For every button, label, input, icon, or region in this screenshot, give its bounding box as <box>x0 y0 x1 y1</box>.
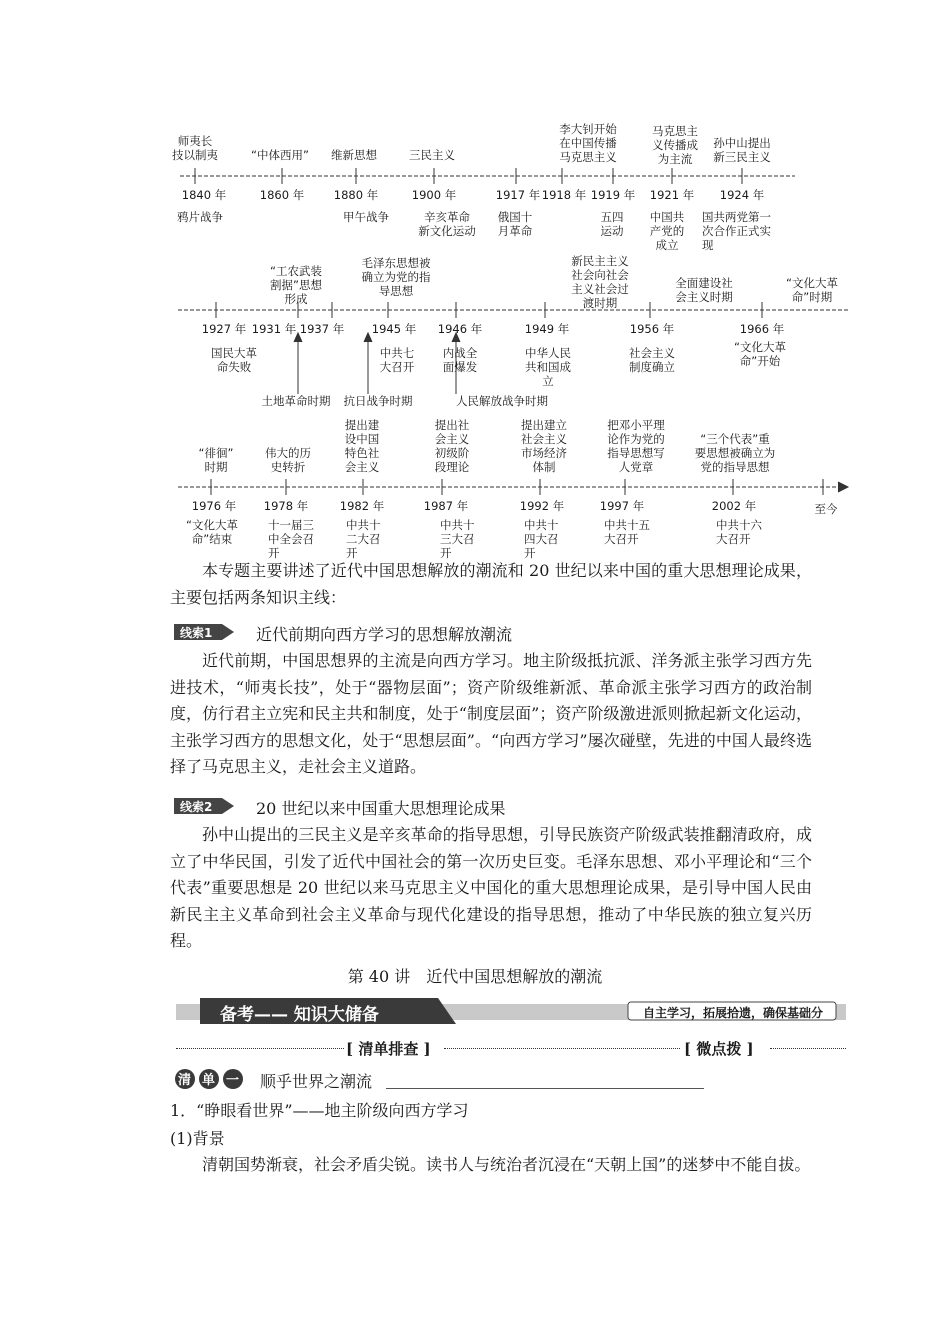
tl1-below-3: 辛亥革命 新文化运动 <box>418 210 476 238</box>
tl1-date-1924: 1924 年 <box>719 188 765 202</box>
tl2-date-1945: 1945 年 <box>371 322 417 336</box>
tl1-below-2: 甲午战争 <box>343 210 389 224</box>
tl2-date-1937: 1937 年 <box>299 322 345 336</box>
tl3-date-1992: 1992 年 <box>519 499 565 513</box>
tl2-above-3: 新民主主义 社会向社会 主义社会过 渡时期 <box>571 254 629 310</box>
tips-header: [ 微点拨 ] <box>684 1040 754 1058</box>
section-1-heading: 1．“睁眼看世界”——地主阶级向西方学习 <box>170 1101 469 1120</box>
tl1-above-5: 李大钊开始 在中国传播 马克思主义 <box>559 122 617 164</box>
tl2-date-1966: 1966 年 <box>739 322 785 336</box>
section-1-sub-heading: (1)背景 <box>170 1129 225 1148</box>
tl3-above-1: “徘徊” 时期 <box>198 446 234 474</box>
svg-text:一: 一 <box>226 1073 240 1088</box>
tl1-date-1840: 1840 年 <box>181 188 227 202</box>
tl1-above-6: 马克思主 义传播成 为主流 <box>652 124 698 166</box>
svg-text:清: 清 <box>178 1073 192 1088</box>
tl3-above-7: “三个代表”重 要思想被确立为 党的指导思想 <box>694 432 776 474</box>
tl3-above-4: 提出社 会主义 初级阶 段理论 <box>434 418 470 474</box>
tl3-above-5: 提出建立 社会主义 市场经济 体制 <box>521 418 567 474</box>
period-anti-japanese-war: 抗日战争时期 <box>343 394 413 408</box>
tl1-above-2: “中体西用” <box>251 148 309 162</box>
tl1-below-1: 鸦片战争 <box>177 210 223 224</box>
tl1-date-1900: 1900 年 <box>411 188 457 202</box>
lecture-title: 第 40 讲 近代中国思想解放的潮流 <box>347 967 603 986</box>
tl1-above-4: 三民主义 <box>409 148 455 162</box>
clue1-tag-icon <box>174 622 236 642</box>
tl1-date-1921: 1921 年 <box>649 188 695 202</box>
tl2-above-5: “文化大革 命”时期 <box>786 276 838 304</box>
banner-title: 备考—— 知识大储备 <box>220 1005 379 1025</box>
tl3-date-1987: 1987 年 <box>423 499 469 513</box>
svg-text:单: 单 <box>202 1073 216 1088</box>
tl3-below-4: 中共十 三大召 开 <box>440 518 475 560</box>
tl3-above-2: 伟大的历 史转折 <box>265 446 311 474</box>
tl1-date-1919: 1919 年 <box>590 188 636 202</box>
tl1-below-7: 国共两党第一 次合作正式实 现 <box>702 210 771 252</box>
sub-header-row <box>176 1038 846 1060</box>
tl3-below-7: 中共十六 大召开 <box>716 518 762 546</box>
tl2-above-1: “工农武装 割据”思想 形成 <box>270 264 322 306</box>
period-land-revolution: 土地革命时期 <box>261 394 331 408</box>
tl2-below-5: 社会主义 制度确立 <box>629 346 675 374</box>
tl3-below-1: “文化大革 命”结束 <box>186 518 238 546</box>
clue2-title: 20 世纪以来中国重大思想理论成果 <box>256 799 506 818</box>
tl2-below-6: “文化大革 命”开始 <box>734 340 786 368</box>
tl1-date-1860: 1860 年 <box>259 188 305 202</box>
tl3-date-1982: 1982 年 <box>339 499 385 513</box>
section-banner <box>176 998 846 1024</box>
clue1-paragraph: 近代前期，中国思想界的主流是向西方学习。地主阶级抵抗派、洋务派主张学习西方先进技术，“师夷长技”，处于“器物层面”；资产阶级维新派、革命派主张学习西方的政治制度，仿行君主立宪和民主共和制度，处于“制度层面”；资产阶级激进派则掀起新文化运动，主张学习西方的思想文化，处于“思想层面”。“向西方学习”屡次碰壁，先进的中国人最终选择了马克思主义，走社会主义道路。 <box>170 651 812 776</box>
tl1-date-1918: 1918 年 <box>541 188 587 202</box>
svg-text:线索1: 线索1 <box>180 626 213 640</box>
tl2-below-1: 国民大革 命失败 <box>211 346 257 374</box>
tl1-date-1880: 1880 年 <box>333 188 379 202</box>
tl3-below-6: 中共十五 大召开 <box>604 518 650 546</box>
clue2-tag-icon <box>174 796 236 816</box>
banner-tagline: 自主学习，拓展拾遗，确保基础分 <box>642 1006 823 1020</box>
tl2-date-1931: 1931 年 <box>251 322 297 336</box>
tl3-below-2: 十一届三 中全会召 开 <box>268 518 314 560</box>
tl3-date-1976: 1976 年 <box>191 499 237 513</box>
tl2-date-1927: 1927 年 <box>201 322 247 336</box>
tl2-date-1946: 1946 年 <box>437 322 483 336</box>
tl2-below-3: 内战全 面爆发 <box>442 346 478 374</box>
clue2-paragraph: 孙中山提出的三民主义是辛亥革命的指导思想，引导民族资产阶级武装推翻清政府，成立了中华民国，引发了近代中国社会的第一次历史巨变。毛泽东思想、邓小平理论和“三个代表”重要思想是 20 世纪以来马克思主义中国化的重大思想理论成果，是引导中国人民由新民主主义革命到社会主义革命与现代化建设的指导思想，推动了中华民族的独立复兴历程。 <box>170 825 812 950</box>
period-liberation-war: 人民解放战争时期 <box>456 394 548 408</box>
clue1-title: 近代前期向西方学习的思想解放潮流 <box>256 625 513 644</box>
tl2-below-2: 中共七 大召开 <box>379 346 415 374</box>
tl2-above-4: 全面建设社 会主义时期 <box>675 276 733 304</box>
tl3-below-5: 中共十 四大召 开 <box>524 518 559 560</box>
tl2-date-1949: 1949 年 <box>524 322 570 336</box>
section-1-paragraph: 清朝国势渐衰，社会矛盾尖锐。读书人与统治者沉浸在“天朝上国”的迷梦中不能自拔。 <box>202 1155 811 1174</box>
tl3-below-3: 中共十 二大召 开 <box>346 518 381 560</box>
tl1-below-5: 五四 运动 <box>600 210 624 238</box>
tl2-below-4: 中华人民 共和国成 立 <box>525 346 571 388</box>
intro-paragraph: 本专题主要讲述了近代中国思想解放的潮流和 20 世纪以来中国的重大思想理论成果，主要包括两条知识主线： <box>170 561 812 607</box>
tl3-date-now: 至今 <box>814 502 838 516</box>
checklist-1-title: 顺乎世界之潮流 <box>260 1072 373 1091</box>
tl3-date-2002: 2002 年 <box>711 499 757 513</box>
tl3-above-3: 提出建 设中国 特色社 会主义 <box>344 418 380 474</box>
tl2-above-2: 毛泽东思想被 确立为党的指 导思想 <box>361 256 431 298</box>
checklist-header: [ 清单排查 ] <box>346 1040 431 1058</box>
checklist-tag-icon <box>174 1068 246 1090</box>
tl3-date-1978: 1978 年 <box>263 499 309 513</box>
tl1-above-3: 维新思想 <box>331 148 377 162</box>
tl1-date-1917: 1917 年 <box>495 188 541 202</box>
tl1-above-1: 师夷长 技以制夷 <box>172 134 218 162</box>
tl1-below-4: 俄国十 月革命 <box>497 210 533 238</box>
tl1-above-7: 孙中山提出 新三民主义 <box>713 136 771 164</box>
svg-text:线索2: 线索2 <box>180 800 213 814</box>
tl3-above-6: 把邓小平理 论作为党的 指导思想写 人党章 <box>607 418 665 474</box>
tl3-date-1997: 1997 年 <box>599 499 645 513</box>
tl1-below-6: 中国共 产党的 成立 <box>649 210 685 252</box>
tl2-date-1956: 1956 年 <box>629 322 675 336</box>
